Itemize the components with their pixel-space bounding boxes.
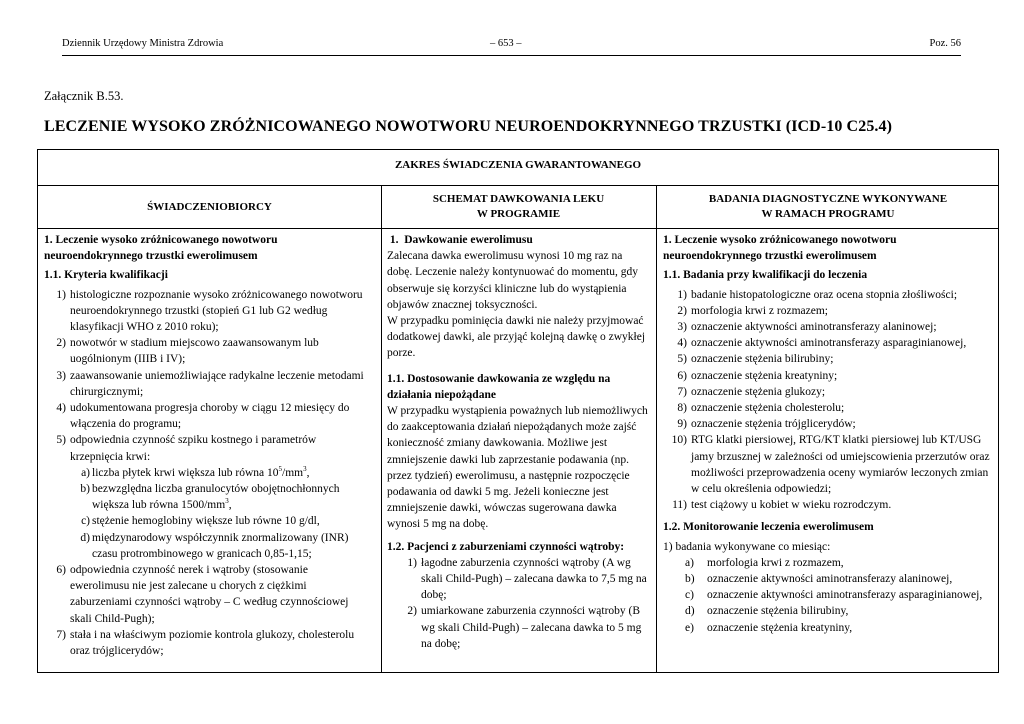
list-item: 9) oznaczenie stężenia trójglicerydów;: [677, 418, 856, 431]
column-divider-1: [381, 186, 382, 672]
sub-item: a) morfologia krwi z rozmazem,: [685, 556, 844, 569]
list-item: 2) morfologia krwi z rozmazem;: [677, 304, 828, 317]
col2-paragraph-3: W przypadku wystąpienia poważnych lub niemożliwych do zaakceptowania działań niepożądanych może zajść konieczność zmiany dawkowania. Możliwe jest zmniejszenie dawki lub zaprzestanie podawania (np. przez tydzień) ewerolimusu, a następnie rozpoczęcie podawania od dawki 5 mg. Jeżeli konieczne jest zmniejszenie dawki, wówczas sugerowana dawka wynosi 5 mg na dobę.: [387, 405, 648, 531]
diagnostics-column: [663, 232, 993, 636]
list-item: 5) odpowiednia czynność szpiku kostnego i parametrów krzepnięcia krwi: a) liczba płytek krwi większa lub równa $10^5/mm^3$, b) bezwzględna liczba granulocytów obojętnochłonnych większa lub równa $1500/mm^3$, c) stężenie hemoglobiny większe lub równe 10 g/dl, d) międzynarodowy współczynnik znormalizowany (INR) czasu protrombinowego w granicach 0,85-1,15;: [46, 432, 369, 562]
col-header-dosage: SCHEMAT DAWKOWANIA LEKU W PROGRAMIE: [432, 193, 605, 220]
sub-item: b) oznaczenie aktywności aminotransferazy alaninowej,: [685, 573, 953, 586]
col2-heading-1: 1. Dawkowanie ewerolimusu: [387, 234, 533, 246]
list-item: 6) oznaczenie stężenia kreatyniny;: [677, 369, 838, 382]
col2-paragraph-1: Zalecana dawka ewerolimusu wynosi 10 mg raz na dobę. Leczenie należy kontynuować do momentu, gdy obserwuje się korzyści kliniczne lub do wystąpienia objawów znacznej toksyczności.: [387, 250, 639, 311]
annex-label: Załącznik B.53.: [44, 89, 124, 103]
list-item: 4) udokumentowana progresja choroby w ciągu 12 miesięcy do włączenia do programu;: [56, 402, 350, 431]
col-header-beneficiaries: ŚWIADCZENIOBIORCY: [147, 200, 272, 213]
sub-item: c) oznaczenie aktywności aminotransferazy asparaginianowej,: [685, 589, 983, 602]
list-item: 3) zaawansowanie uniemożliwiające radykalne leczenie metodami chirurgicznymi;: [56, 369, 364, 398]
page-number: – 653 –: [490, 38, 522, 49]
sub-item: d) oznaczenie stężenia bilirubiny,: [685, 605, 849, 618]
col3-heading-2: 1.2. Monitorowanie leczenia ewerolimusem: [663, 521, 874, 534]
col3-subheading: 1.1. Badania przy kwalifikacji do leczenia: [663, 269, 868, 282]
col3-intro: 1) badania wykonywane co miesiąc:: [663, 540, 831, 553]
sub-item: a) liczba płytek krwi większa lub równa $10^5/mm^3$,: [81, 465, 310, 479]
dosage-column: [387, 232, 649, 652]
col1-heading: 1. Leczenie wysoko zróżnicowanego nowotworu neuroendokrynnego trzustki ewerolimusem: [44, 234, 278, 263]
col-header-diagnostics: BADANIA DIAGNOSTYCZNE WYKONYWANE W RAMACH PROGRAMU: [708, 193, 948, 220]
journal-name: Dziennik Urzędowy Ministra Zdrowia: [62, 38, 224, 49]
list-item: 6) odpowiednia czynność nerek i wątroby (stosowanie ewerolimusu nie jest zalecane u chorych z ciężkimi zaburzeniami czynności wątroby – C według czynnościowej skali Child-Pugh);: [56, 564, 349, 625]
col2-heading-2: 1.1. Dostosowanie dawkowania ze względu na działania niepożądane: [387, 372, 611, 401]
column-divider-2: [656, 186, 657, 672]
program-table: [37, 149, 999, 673]
sub-item: e) oznaczenie stężenia kreatyniny,: [685, 621, 853, 634]
position-number: Poz. 56: [929, 38, 961, 49]
list-item: 5) oznaczenie stężenia bilirubiny;: [677, 353, 834, 366]
list-item: 1) badanie histopatologiczne oraz ocena stopnia złośliwości;: [677, 288, 958, 301]
page-header: [62, 38, 961, 54]
list-item: 11) test ciążowy u kobiet w wieku rozrodczym.: [672, 499, 892, 512]
list-item: 7) stała i na właściwym poziomie kontrola glukozy, cholesterolu oraz trójglicerydów;: [56, 628, 355, 658]
list-item: 1) histologiczne rozpoznanie wysoko zróżnicowanego nowotworu neuroendokrynnego trzustki (stopień G1 lub G2 według klasyfikacji WHO z 2010 roku);: [56, 288, 363, 334]
sub-item: c) stężenie hemoglobiny większe lub równe 10 g/dl,: [81, 515, 320, 528]
sub-item: b) bezwzględna liczba granulocytów obojętnochłonnych większa lub równa $1500/mm^3$,: [80, 483, 340, 512]
col3-heading: 1. Leczenie wysoko zróżnicowanego nowotworu neuroendokrynnego trzustki ewerolimusem: [663, 234, 897, 263]
beneficiaries-column: [44, 232, 369, 659]
col2-heading-3: 1.2. Pacjenci z zaburzeniami czynności wątroby:: [387, 540, 625, 553]
sub-item: d) międzynarodowy współczynnik znormalizowany (INR) czasu protrombinowego w granicach 0,85-1,15;: [80, 531, 349, 560]
list-item: 2) umiarkowane zaburzenia czynności wątroby (B wg skali Child-Pugh) – zalecana dawka to 5 mg na dobę;: [407, 605, 642, 650]
list-item: 2) nowotwór w stadium miejscowo zaawansowanym lub uogólnionym (IIIB i IV);: [56, 337, 319, 366]
scope-header: ZAKRES ŚWIADCZENIA GWARANTOWANEGO: [38, 150, 998, 186]
list-item: 3) oznaczenie aktywności aminotransferazy alaninowej;: [677, 321, 937, 334]
document-title: LECZENIE WYSOKO ZRÓŻNICOWANEGO NOWOTWORU NEUROENDOKRYNNEGO TRZUSTKI (ICD-10 C25.4): [44, 118, 893, 135]
list-item: 10) RTG klatki piersiowej, RTG/KT klatki piersiowej lub KT/USG jamy brzusznej w zależności od umiejscowienia przerzutów oraz możliwości przeprowadzenia oceny wymiarów leczonych zmian w celu określenia odpowiedzi;: [671, 434, 990, 496]
col1-subheading: 1.1. Kryteria kwalifikacji: [44, 269, 168, 282]
list-item: 7) oznaczenie stężenia glukozy;: [677, 385, 826, 398]
list-item: 4) oznaczenie aktywności aminotransferazy asparaginianowej,: [677, 337, 967, 350]
col2-paragraph-2: W przypadku pominięcia dawki nie należy przyjmować dodatkowej dawki, ale przyjąć kolejną dawkę o zwykłej porze.: [387, 315, 646, 360]
header-divider: [38, 228, 998, 229]
header-rule: [62, 55, 961, 56]
list-item: 1) łagodne zaburzenia czynności wątroby (A wg skali Child-Pugh) – zalecana dawka to 7,5 mg na dobę;: [407, 556, 647, 602]
list-item: 8) oznaczenie stężenia cholesterolu;: [677, 402, 845, 415]
